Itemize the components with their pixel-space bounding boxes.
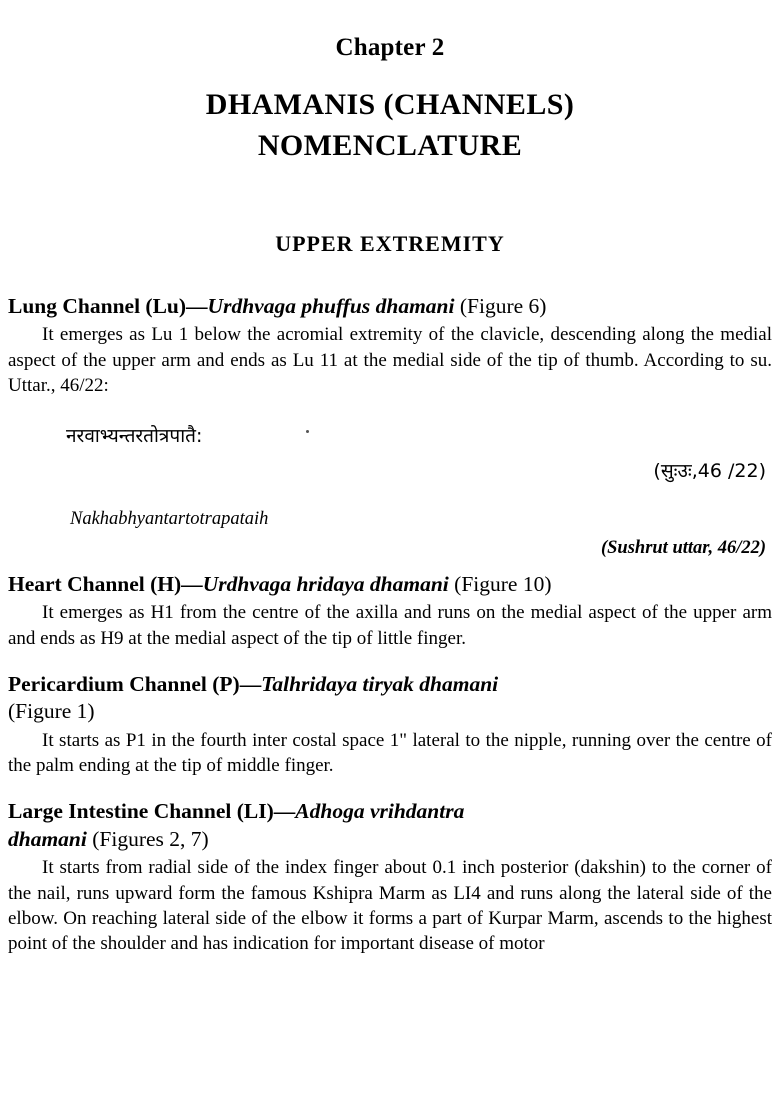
entry-heading-italic: Adhoga vrihdantra	[295, 799, 465, 824]
entry-body: It starts from radial side of the index finger about 0.1 inch posterior (dakshin) to the corner of the nail, runs upward form the famous Kshipra Marm as LI4 and runs along the lateral side of the elbow. On reaching lateral side of the elbow it forms a part of Kurpar Marm, ascends to the highest point of the shoulder and has indication for important disease of motor	[8, 857, 772, 955]
entry-heading-italic-2: dhamani	[8, 826, 87, 851]
title-line-2: NOMENCLATURE	[257, 129, 523, 163]
entry-heading-italic: Urdhvaga hridaya dhamani	[202, 571, 449, 596]
page-speck	[306, 430, 309, 433]
title-line-1: DHAMANIS (CHANNELS)	[205, 88, 575, 121]
entry-heading-bold: Pericardium Channel (P)—	[8, 671, 262, 696]
chapter-label: Chapter 2	[335, 34, 445, 61]
entry-large-intestine-channel	[8, 798, 772, 956]
entry-heading-figure: (Figures 2, 7)	[86, 826, 209, 851]
entry-heading-italic: Talhridaya tiryak dhamani	[261, 671, 499, 696]
entry-heading-figure: (Figure 10)	[448, 571, 552, 596]
sanskrit-verse: नरवाभ्यन्तरतोत्रपातै:	[66, 425, 203, 448]
section-heading: UPPER EXTREMITY	[275, 230, 505, 256]
entry-heading-bold: Lung Channel (Lu)—	[8, 293, 208, 318]
entry-heading	[8, 571, 772, 599]
entry-heading	[8, 798, 772, 853]
entry-pericardium-channel	[8, 671, 772, 779]
entry-heading	[8, 671, 772, 726]
entry-heading-figure: (Figure 6)	[454, 293, 547, 318]
entry-body: It emerges as H1 from the centre of the axilla and runs on the medial aspect of the upper arm and ends as H9 at the medial aspect of the tip of little finger.	[8, 602, 772, 649]
sanskrit-reference: (सुःउः,46 /22)	[653, 459, 766, 482]
entry-heading-italic: Urdhvaga phuffus dhamani	[207, 293, 455, 318]
page-title	[8, 84, 772, 167]
entry-heading-bold: Heart Channel (H)—	[8, 571, 203, 596]
citation: (Sushrut uttar, 46/22)	[600, 537, 766, 558]
entry-body: It starts as P1 in the fourth inter costal space 1" lateral to the nipple, running over the centre of the palm ending at the tip of middle finger.	[8, 729, 772, 777]
entry-lung-channel	[8, 293, 772, 559]
entry-heading-figure: (Figure 1)	[8, 699, 95, 724]
entry-heading	[8, 293, 772, 321]
entry-body: It emerges as Lu 1 below the acromial extremity of the clavicle, descending along the medial aspect of the upper arm and ends as Lu 11 at the medial side of the tip of thumb. According to su. Uttar., 46/22:	[8, 324, 772, 396]
entry-heart-channel	[8, 571, 772, 651]
entry-heading-bold: Large Intestine Channel (LI)—	[8, 799, 296, 824]
transliteration: Nakhabhyantartotrapataih	[70, 508, 269, 529]
